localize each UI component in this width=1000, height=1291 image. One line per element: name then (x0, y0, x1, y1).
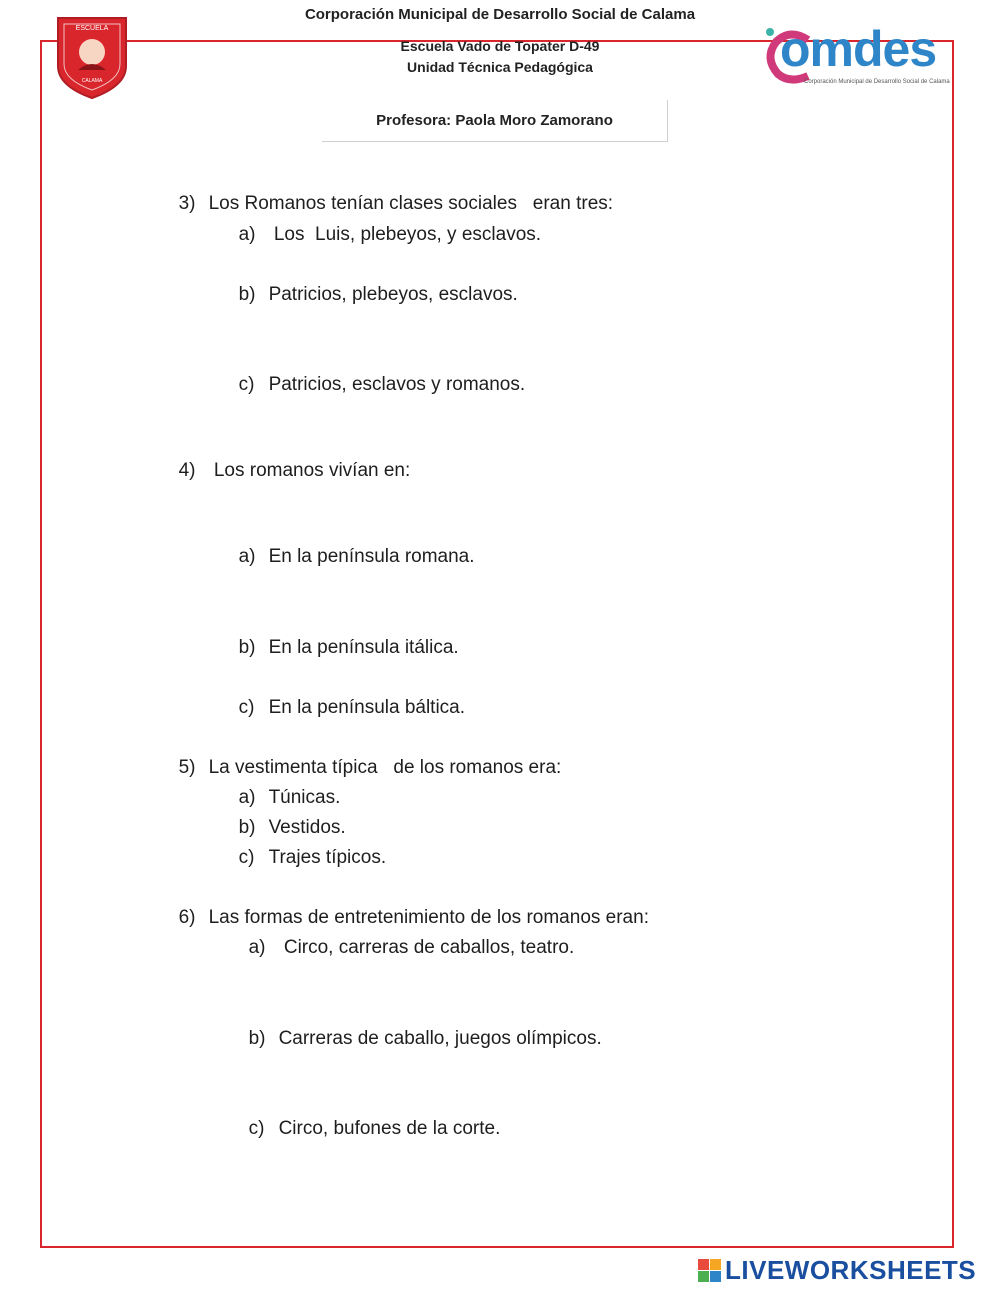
question-3-option-b[interactable] (228, 262, 518, 306)
option-letter: a) (238, 787, 256, 808)
question-4-option-b[interactable] (228, 615, 459, 659)
option-text: Circo, bufones de la corte. (278, 1118, 501, 1139)
option-text: Patricios, plebeyos, esclavos. (268, 284, 518, 305)
option-text: En la península romana. (268, 546, 475, 567)
option-letter: a) (238, 546, 256, 567)
school-badge-top-text: ESCUELA (75, 25, 109, 32)
corporation-title: Corporación Municipal de Desarrollo Social de Calama (304, 6, 696, 23)
question-text: Los Romanos tenían clases sociales eran tres: (208, 193, 614, 214)
comdes-tagline: Corporación Municipal de Desarrollo Social de Calama (804, 79, 950, 85)
option-letter: b) (238, 637, 256, 658)
option-text: Patricios, esclavos y romanos. (268, 374, 526, 395)
unit-name: Unidad Técnica Pedagógica (407, 59, 593, 75)
option-letter: b) (238, 284, 256, 305)
option-letter: a) (238, 224, 256, 245)
teacher-name: Profesora: Paola Moro Zamorano (322, 100, 668, 142)
option-text: En la península báltica. (268, 697, 466, 718)
question-4-option-a[interactable] (228, 524, 475, 568)
question-number: 4) (178, 460, 196, 481)
option-text: Carreras de caballo, juegos olímpicos. (278, 1028, 602, 1049)
question-6-option-c[interactable] (238, 1096, 500, 1140)
question-3-option-a[interactable] (228, 202, 541, 246)
question-6-option-a[interactable] (238, 915, 574, 959)
question-4 (168, 438, 410, 482)
option-letter: c) (238, 697, 255, 718)
option-letter: c) (238, 847, 255, 868)
option-letter: a) (248, 937, 266, 958)
option-letter: c) (238, 374, 255, 395)
option-text: Túnicas. (268, 787, 341, 808)
liveworksheets-brand: LIVEWORKSHEETS (725, 1254, 977, 1285)
option-letter: b) (238, 817, 256, 838)
school-name: Escuela Vado de Topater D-49 (400, 38, 600, 54)
school-badge-bottom-text: CALAMA (81, 78, 103, 84)
option-text: Vestidos. (268, 817, 346, 838)
question-4-option-c[interactable] (228, 675, 465, 719)
question-5-option-c[interactable] (228, 825, 386, 869)
question-5 (168, 735, 561, 779)
liveworksheets-logo[interactable] (698, 1255, 976, 1285)
school-badge-logo (52, 14, 132, 100)
option-text: Circo, carreras de caballos, teatro. (278, 937, 575, 958)
question-text: Los romanos vivían en: (208, 460, 411, 481)
option-text: Trajes típicos. (268, 847, 387, 868)
option-text: En la península itálica. (268, 637, 459, 658)
comdes-logo (760, 21, 975, 90)
question-number: 3) (178, 193, 196, 214)
question-text: La vestimenta típica de los romanos era: (208, 757, 562, 778)
question-3-option-c[interactable] (228, 352, 525, 396)
question-number: 6) (178, 907, 196, 928)
option-letter: b) (248, 1028, 266, 1049)
option-text: Los Luis, plebeyos, y esclavos. (268, 224, 542, 245)
question-text: Las formas de entretenimiento de los romanos eran: (208, 907, 649, 928)
comdes-word: omdes (780, 21, 937, 77)
liveworksheets-grid-icon (698, 1259, 721, 1282)
question-number: 5) (178, 757, 196, 778)
option-letter: c) (248, 1118, 265, 1139)
question-6-option-b[interactable] (238, 1006, 602, 1050)
